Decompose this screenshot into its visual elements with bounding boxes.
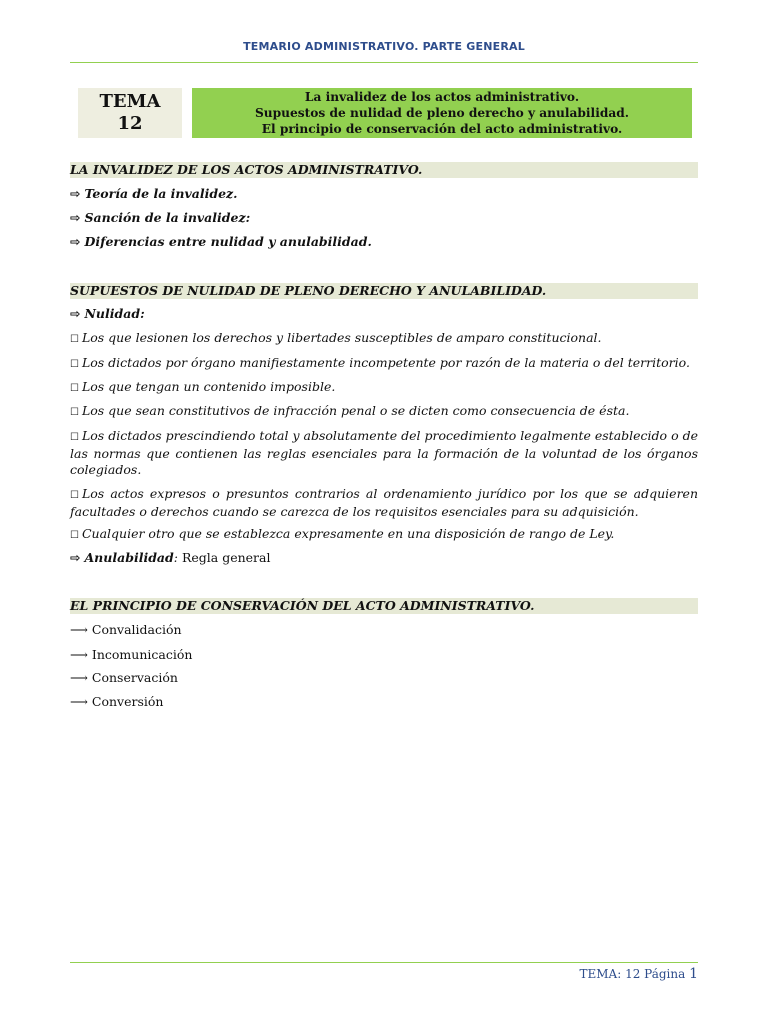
list-item: ⇨ Diferencias entre nulidad y anulabilidad. [70, 234, 372, 249]
arrow-icon: ⇨ [70, 186, 81, 201]
list-item: ☐ Cualquier otro que se establezca expresamente en una disposición de rango de Ley. [70, 526, 615, 541]
header-divider [70, 62, 698, 63]
arrow-icon: ⇨ [70, 210, 81, 225]
tema-title-box [192, 88, 692, 138]
checkbox-bullet-icon: ☐ [70, 359, 79, 370]
running-header: TEMARIO ADMINISTRATIVO. PARTE GENERAL [243, 40, 525, 53]
checkbox-bullet-icon: ☐ [70, 383, 79, 394]
nulidad-label: ⇨ Nulidad: [70, 306, 145, 321]
list-item: ☐ Los dictados prescindiendo total y absolutamente del procedimiento legalmente establecido o de las normas que contienen las reglas esenciales para la formación de la voluntad de los órganos colegiados. [70, 428, 698, 477]
list-item: ⟶ Incomunicación [70, 647, 193, 662]
section-heading: SUPUESTOS DE NULIDAD DE PLENO DERECHO Y ANULABILIDAD. [70, 283, 698, 299]
tema-title-line: El principio de conservación del acto administrativo. [261, 122, 623, 136]
checkbox-bullet-icon: ☐ [70, 334, 79, 345]
tema-number-box [78, 88, 182, 138]
list-item: ☐ Los que lesionen los derechos y libertades susceptibles de amparo constitucional. [70, 330, 602, 345]
tema-title-line: Supuestos de nulidad de pleno derecho y anulabilidad. [254, 106, 630, 120]
list-item: ☐ Los que sean constitutivos de infracción penal o se dicten como consecuencia de ésta. [70, 403, 630, 418]
tema-number: 12 [117, 113, 143, 134]
list-item: ⟶ Conservación [70, 670, 178, 685]
footer-label: TEMA: 12 Página [579, 967, 686, 981]
list-item: ⇨ Teoría de la invalidez. [70, 186, 238, 201]
list-item: ☐ Los dictados por órgano manifiestamente incompetente por razón de la materia o del territorio. [70, 355, 690, 370]
arrow-icon: ⇨ [70, 234, 81, 249]
section-heading: EL PRINCIPIO DE CONSERVACIÓN DEL ACTO ADMINISTRATIVO. [70, 598, 698, 614]
arrow-icon: ⇨ [70, 306, 81, 321]
list-item: ⟶ Convalidación [70, 622, 182, 637]
page-footer [580, 966, 699, 982]
right-arrow-icon: ⟶ [70, 694, 92, 709]
anulabilidad-line: ⇨ Anulabilidad: Regla general [70, 550, 271, 565]
arrow-icon: ⇨ [70, 550, 81, 565]
checkbox-bullet-icon: ☐ [70, 530, 79, 541]
list-item: ⟶ Conversión [70, 694, 164, 709]
section-heading: LA INVALIDEZ DE LOS ACTOS ADMINISTRATIVO. [70, 162, 698, 178]
tema-label: TEMA [99, 91, 161, 112]
right-arrow-icon: ⟶ [70, 622, 92, 637]
page-number: 1 [689, 966, 698, 982]
right-arrow-icon: ⟶ [70, 647, 92, 662]
checkbox-bullet-icon: ☐ [70, 490, 79, 501]
checkbox-bullet-icon: ☐ [70, 432, 79, 443]
checkbox-bullet-icon: ☐ [70, 407, 79, 418]
footer-divider [70, 962, 698, 963]
tema-title-line: La invalidez de los actos administrativo. [304, 90, 580, 104]
right-arrow-icon: ⟶ [70, 670, 92, 685]
list-item: ☐ Los que tengan un contenido imposible. [70, 379, 336, 394]
list-item: ⇨ Sanción de la invalidez: [70, 210, 251, 225]
list-item: ☐ Los actos expresos o presuntos contrarios al ordenamiento jurídico por los que se adquieren facultades o derechos cuando se carezca de los requisitos esenciales para su adquisición. [70, 486, 698, 519]
